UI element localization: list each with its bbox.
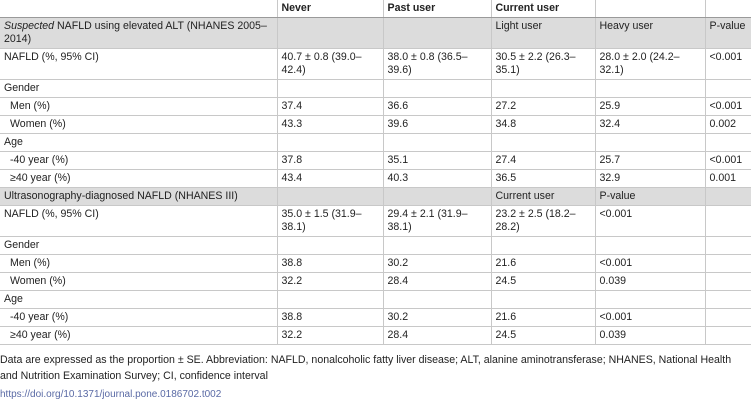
table-row [0, 255, 751, 273]
table-cell: 32.2 [277, 273, 383, 291]
table-cell [383, 18, 491, 49]
table-cell [277, 188, 383, 206]
table-cell: 43.4 [277, 170, 383, 188]
table-cell: 29.4 ± 2.1 (31.9–38.1) [383, 206, 491, 237]
table-cell [705, 80, 751, 98]
table-cell: 35.0 ± 1.5 (31.9–38.1) [277, 206, 383, 237]
table-cell: 35.1 [383, 152, 491, 170]
header-cell [595, 0, 705, 18]
group-label: Age [0, 291, 277, 309]
table-cell [595, 291, 705, 309]
table-cell: 25.7 [595, 152, 705, 170]
table-cell: <0.001 [705, 49, 751, 80]
table-cell [705, 309, 751, 327]
section-title-rest: NAFLD using elevated ALT (NHANES 2005–2014) [4, 20, 267, 45]
table-cell: 0.001 [705, 170, 751, 188]
table-cell: <0.001 [705, 98, 751, 116]
group-label: Gender [0, 80, 277, 98]
table-cell [383, 188, 491, 206]
table-cell [383, 237, 491, 255]
table-row [0, 116, 751, 134]
col-p-value: P-value [595, 188, 705, 206]
table-cell: 30.2 [383, 309, 491, 327]
section-header-row [0, 188, 751, 206]
table-cell [491, 134, 595, 152]
table-cell: <0.001 [595, 255, 705, 273]
table-cell [277, 291, 383, 309]
table-cell: 0.039 [595, 327, 705, 345]
table-cell: 37.4 [277, 98, 383, 116]
table-row [0, 80, 751, 98]
table-row [0, 291, 751, 309]
table-cell [491, 80, 595, 98]
table-cell: 30.5 ± 2.2 (26.3–35.1) [491, 49, 595, 80]
table-cell [383, 134, 491, 152]
table-cell: 30.2 [383, 255, 491, 273]
table-cell: 24.5 [491, 327, 595, 345]
table-cell: 34.8 [491, 116, 595, 134]
table-row [0, 134, 751, 152]
row-label: NAFLD (%, 95% CI) [0, 49, 277, 80]
table-row [0, 49, 751, 80]
col-current-user: Current user [491, 188, 595, 206]
table-cell [705, 188, 751, 206]
table-cell: 27.4 [491, 152, 595, 170]
table-row [0, 206, 751, 237]
table-cell [595, 80, 705, 98]
row-label: Women (%) [0, 116, 277, 134]
table-cell: 38.8 [277, 255, 383, 273]
table-cell: 28.4 [383, 273, 491, 291]
table-cell: 32.2 [277, 327, 383, 345]
table-cell: 28.0 ± 2.0 (24.2–32.1) [595, 49, 705, 80]
col-heavy-user: Heavy user [595, 18, 705, 49]
doi-link[interactable]: https://doi.org/10.1371/journal.pone.0186702.t002 [0, 389, 222, 400]
table-cell: 0.039 [595, 273, 705, 291]
table-cell: <0.001 [705, 152, 751, 170]
table-cell [705, 206, 751, 237]
group-label: Gender [0, 237, 277, 255]
table-row [0, 327, 751, 345]
table-cell: 28.4 [383, 327, 491, 345]
section-title-italic: Suspected [4, 20, 55, 32]
table-row [0, 98, 751, 116]
header-cell [0, 0, 277, 18]
table-cell [705, 327, 751, 345]
table-cell: 27.2 [491, 98, 595, 116]
table-cell: 36.5 [491, 170, 595, 188]
table-cell [705, 291, 751, 309]
section-title [0, 18, 277, 49]
header-never: Never [277, 0, 383, 18]
table-cell: 40.7 ± 0.8 (39.0–42.4) [277, 49, 383, 80]
table-cell: <0.001 [595, 309, 705, 327]
table-cell [491, 237, 595, 255]
row-label: Men (%) [0, 98, 277, 116]
col-light-user: Light user [491, 18, 595, 49]
table-cell [277, 18, 383, 49]
table-cell: 38.8 [277, 309, 383, 327]
table-footnote: Data are expressed as the proportion ± SE. Abbreviation: NAFLD, nonalcoholic fatty liver disease; ALT, alanine aminotransferase; NHANES, National Health and Nutrition Examination Survey; CI, confidence interval [0, 354, 732, 382]
table-cell: 43.3 [277, 116, 383, 134]
table-header-row [0, 0, 751, 18]
col-p-value: P-value [705, 18, 751, 49]
table-cell [705, 273, 751, 291]
table-cell: 38.0 ± 0.8 (36.5–39.6) [383, 49, 491, 80]
row-label: ≥40 year (%) [0, 327, 277, 345]
row-label: ≥40 year (%) [0, 170, 277, 188]
table-cell [383, 291, 491, 309]
table-row [0, 237, 751, 255]
section-header-row [0, 18, 751, 49]
row-label: Men (%) [0, 255, 277, 273]
table-cell [595, 237, 705, 255]
section-title: Ultrasonography-diagnosed NAFLD (NHANES III) [0, 188, 277, 206]
table-cell [705, 134, 751, 152]
table-cell [277, 134, 383, 152]
row-label: NAFLD (%, 95% CI) [0, 206, 277, 237]
table-cell [705, 237, 751, 255]
table-cell [383, 80, 491, 98]
table-row [0, 273, 751, 291]
table-cell: 21.6 [491, 255, 595, 273]
table-cell: 36.6 [383, 98, 491, 116]
header-current-user: Current user [491, 0, 595, 18]
row-label: -40 year (%) [0, 152, 277, 170]
table-cell: 21.6 [491, 309, 595, 327]
table-cell [705, 255, 751, 273]
table-cell: 37.8 [277, 152, 383, 170]
table-cell: 23.2 ± 2.5 (18.2–28.2) [491, 206, 595, 237]
table-cell [491, 291, 595, 309]
table-cell: 40.3 [383, 170, 491, 188]
table-row [0, 152, 751, 170]
table-cell: 32.4 [595, 116, 705, 134]
table-cell: 25.9 [595, 98, 705, 116]
table-cell [277, 237, 383, 255]
table-cell [277, 80, 383, 98]
header-past-user: Past user [383, 0, 491, 18]
table-cell: 32.9 [595, 170, 705, 188]
table-cell: 39.6 [383, 116, 491, 134]
header-cell [705, 0, 751, 18]
group-label: Age [0, 134, 277, 152]
table-cell: <0.001 [595, 206, 705, 237]
table-cell: 0.002 [705, 116, 751, 134]
table-cell [595, 134, 705, 152]
table-row [0, 170, 751, 188]
table-cell: 24.5 [491, 273, 595, 291]
row-label: Women (%) [0, 273, 277, 291]
row-label: -40 year (%) [0, 309, 277, 327]
table-row [0, 309, 751, 327]
